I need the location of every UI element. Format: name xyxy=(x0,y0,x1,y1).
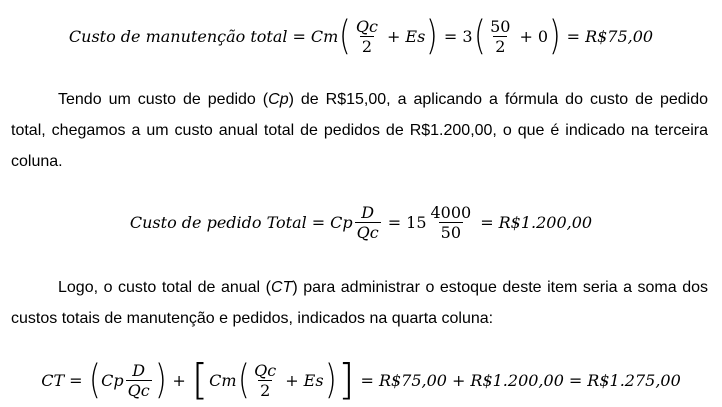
ct-symbol: CT xyxy=(271,279,293,296)
eq1-fraction-50-2: $\frac{50}{2}$ xyxy=(490,16,511,56)
eq1-result: R$75,00 xyxy=(585,26,654,46)
eq3-cp: Cp xyxy=(101,370,124,390)
eq2-fraction-d-qc: $\frac{D}{Qc}$ xyxy=(356,202,379,242)
eq1-zero: 0 xyxy=(537,26,549,46)
eq2-result: R$1.200,00 xyxy=(498,212,593,232)
eq2-fifteen: 15 xyxy=(406,212,427,232)
eq2-lhs: Custo de pedido Total xyxy=(129,212,307,232)
equation-maintenance-cost: Custo de manutenção total = Cm ( $\frac{Qc}{2}$ + Es ) = 3 ( $\frac{50}{2}$ + 0 ) = R$75,00 xyxy=(68,13,654,59)
eq1-lhs: Custo de manutenção total xyxy=(68,26,288,46)
eq3-fraction-qc-2: $\frac{Qc}{2}$ xyxy=(254,360,277,400)
eq3-result: R$1.275,00 xyxy=(587,370,681,390)
eq2-cp: Cp xyxy=(330,212,353,232)
paragraph-total-cost: Logo, o custo total de anual (CT) para administrar o estoque deste item seria a soma dos custos totais de manutenção e pedidos, indicados na quarta coluna: xyxy=(11,279,709,327)
eq3-cm: Cm xyxy=(209,370,237,390)
eq3-r2: R$1.200,00 xyxy=(470,370,564,390)
cp-symbol: Cp xyxy=(268,91,289,108)
eq1-cm: Cm xyxy=(310,26,339,46)
eq1-fraction-qc-2: $\frac{Qc}{2}$ xyxy=(355,16,378,56)
equation-order-cost: Custo de pedido Total = Cp $\frac{D}{Qc}$ = 15 $\frac{4000}{50}$ = R$1.200,00 xyxy=(129,202,593,242)
equation-total-cost: CT = ( Cp $\frac{D}{Qc}$ ) + [ Cm ( $\frac{Qc}{2}$ + Es ) ] = R$75,00 + R$1.200,00 = R$1.275,00 xyxy=(41,355,681,404)
eq3-fraction-d-qc: $\frac{D}{Qc}$ xyxy=(127,360,150,400)
eq1-es: Es xyxy=(405,26,426,46)
paragraph-order-cost: Tendo um custo de pedido (Cp) de R$15,00, a aplicando a fórmula do custo de pedido total, chegamos a um custo anual total de pedidos de R$1.200,00, o que é indicado na terceira coluna. xyxy=(11,91,708,170)
eq2-fraction-4000-50: $\frac{4000}{50}$ xyxy=(430,202,472,242)
eq3-r1: R$75,00 xyxy=(378,370,447,390)
eq3-es: Es xyxy=(303,370,324,390)
eq1-three: 3 xyxy=(462,26,473,46)
eq3-lhs: CT xyxy=(41,370,65,390)
